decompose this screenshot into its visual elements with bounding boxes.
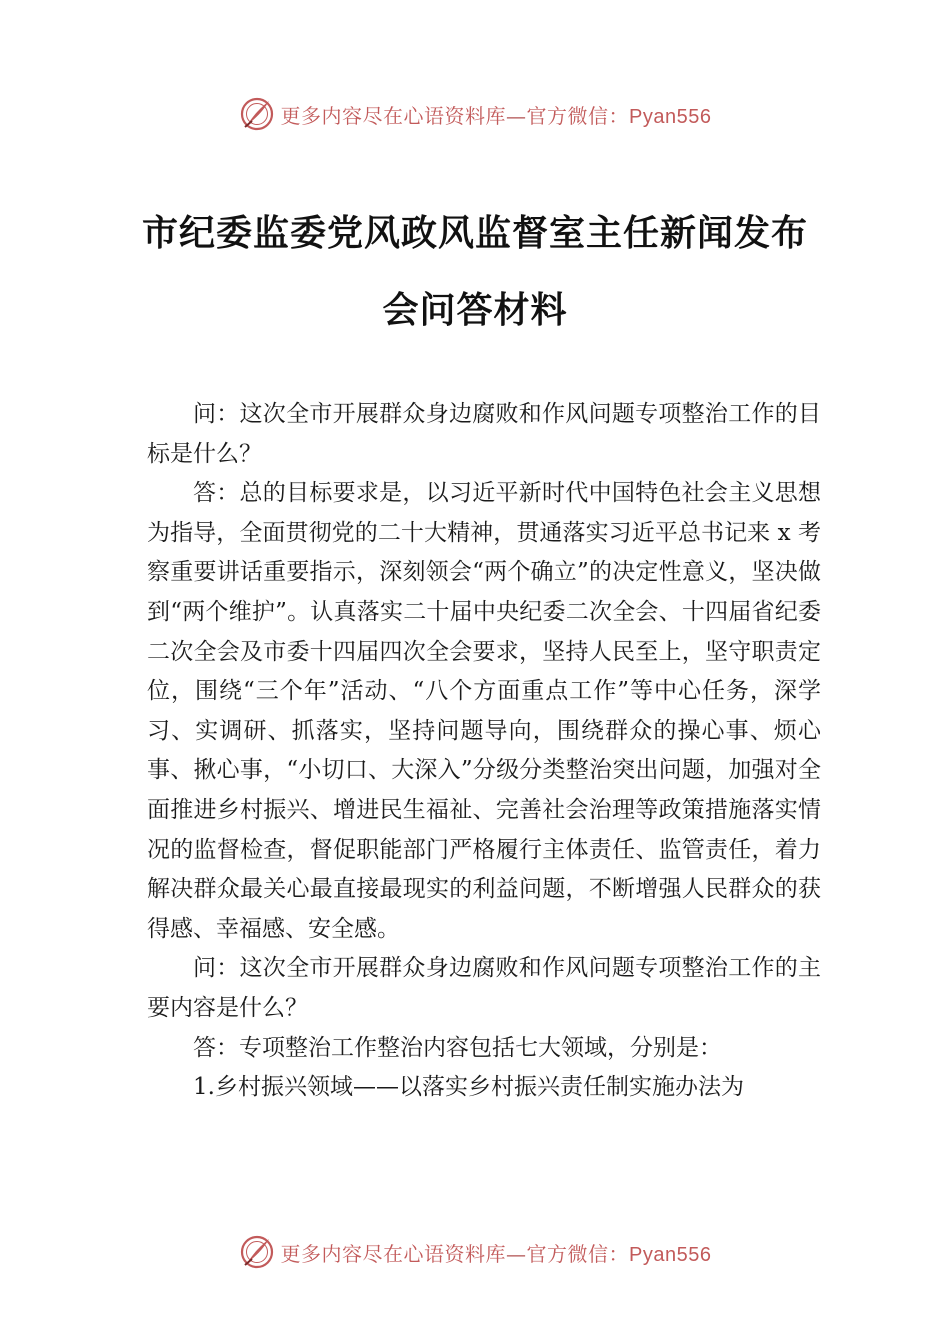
paragraph-question-2: 问：这次全市开展群众身边腐败和作风问题专项整治工作的主要内容是什么？ [147, 955, 821, 1021]
footer-banner [0, 1232, 950, 1272]
paragraph-answer-2: 答：专项整治工作整治内容包括七大领域，分别是： [193, 1034, 722, 1061]
document-title-line-2: 会问答材料 [382, 289, 568, 331]
quill-seal-icon [239, 96, 275, 132]
wechat-id: Pyan556 [629, 1243, 712, 1266]
header-banner [0, 94, 950, 134]
wechat-id: Pyan556 [629, 105, 712, 128]
paragraph-question-1: 问：这次全市开展群众身边腐败和作风问题专项整治工作的目标是什么？ [147, 401, 821, 467]
banner-text: 更多内容尽在心语资料库—官方微信：Pyan556 [280, 103, 712, 128]
paragraph-answer-1: 答：总的目标要求是，以习近平新时代中国特色社会主义思想为指导，全面贯彻党的二十大精神，贯通落实习近平总书记来 x 考察重要讲话重要指示，深刻领会“两个确立”的决定性意义，坚决做到“两个维护”。认真落实二十届中央纪委二次全会、十四届省纪委二次全会及市委十四届四次全会要求，坚持人民至上，坚守职责定位，围绕“三个年”活动、“八个方面重点工作”等中心任务，深学习、实调研、抓落实，坚持问题导向，围绕群众的操心事、烦心事、揪心事，“小切口、大深入”分级分类整治突出问题，加强对全面推进乡村振兴、增进民生福祉、完善社会治理等政策措施落实情况的监督检查，督促职能部门严格履行主体责任、监管责任，着力解决群众最关心最直接最现实的利益问题，不断增强人民群众的获得感、幸福感、安全感。 [147, 480, 821, 942]
document-body [147, 395, 821, 1108]
quill-seal-icon [239, 1234, 275, 1270]
document-title-line-1: 市纪委监委党风政风监督室主任新闻发布 [141, 212, 808, 254]
banner-text: 更多内容尽在心语资料库—官方微信：Pyan556 [280, 1241, 712, 1266]
paragraph-list-item-1: 1.乡村振兴领域——以落实乡村振兴责任制实施办法为 [193, 1074, 744, 1101]
